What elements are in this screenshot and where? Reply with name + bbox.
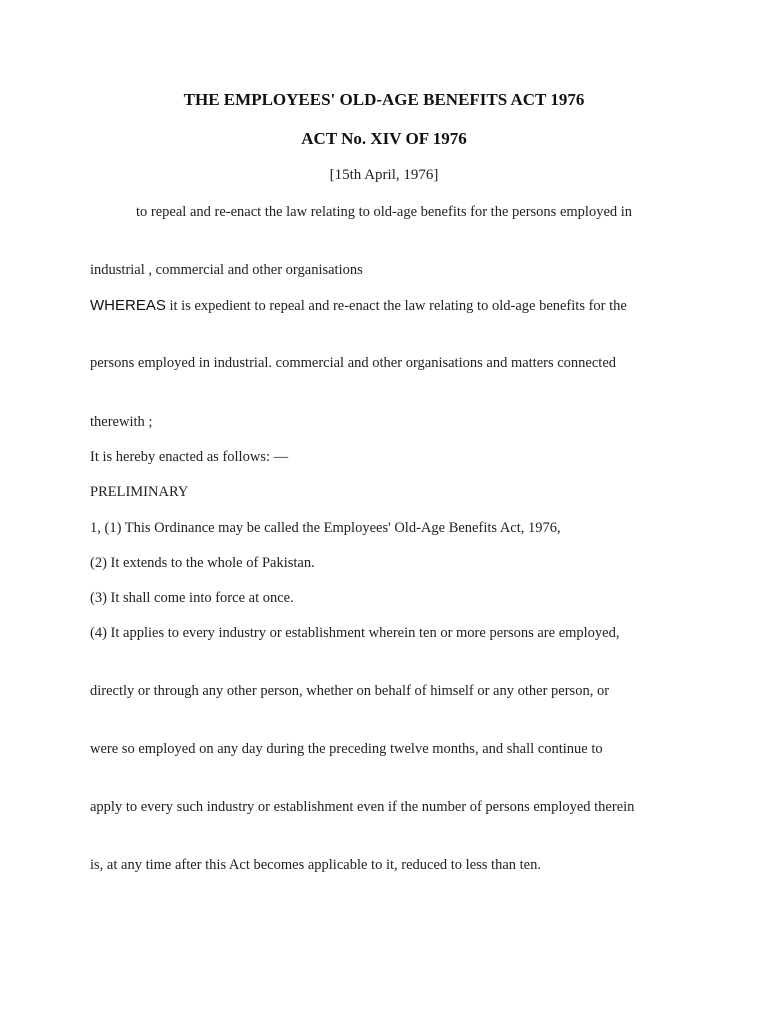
- clause-1-1: 1, (1) This Ordinance may be called the Employees' Old-Age Benefits Act, 1976,: [90, 520, 561, 536]
- clause-1-2: (2) It extends to the whole of Pakistan.: [90, 555, 315, 571]
- section-heading-preliminary: PRELIMINARY: [90, 484, 189, 500]
- clause-1-4-line-3: were so employed on any day during the preceding twelve months, and shall continue to: [90, 741, 603, 757]
- whereas-word: WHEREAS: [90, 297, 166, 314]
- act-date: [15th April, 1976]: [329, 167, 439, 183]
- preamble-line-2: industrial , commercial and other organisations: [90, 262, 363, 278]
- clause-1-4-line-5: is, at any time after this Act becomes applicable to it, reduced to less than ten.: [90, 857, 541, 873]
- whereas-line-3: therewith ;: [90, 414, 153, 430]
- whereas-line-1: it is expedient to repeal and re-enact the law relating to old-age benefits for the: [165, 298, 627, 314]
- act-number: ACT No. XIV OF 1976: [301, 129, 467, 148]
- enacting-clause: It is hereby enacted as follows: —: [90, 449, 289, 465]
- clause-1-4-line-1: (4) It applies to every industry or establishment wherein ten or more persons are employed,: [90, 625, 620, 641]
- whereas-paragraph: [90, 294, 680, 318]
- clause-1-3: (3) It shall come into force at once.: [90, 590, 294, 606]
- clause-1-4-line-4: apply to every such industry or establishment even if the number of persons employed therein: [90, 799, 635, 815]
- clause-1-4-line-2: directly or through any other person, whether on behalf of himself or any other person, or: [90, 683, 610, 699]
- document-title: THE EMPLOYEES' OLD-AGE BENEFITS ACT 1976: [183, 90, 585, 109]
- whereas-line-2: persons employed in industrial. commercial and other organisations and matters connected: [90, 355, 617, 371]
- preamble-line-1: to repeal and re-enact the law relating to old-age benefits for the persons employed in: [136, 204, 633, 220]
